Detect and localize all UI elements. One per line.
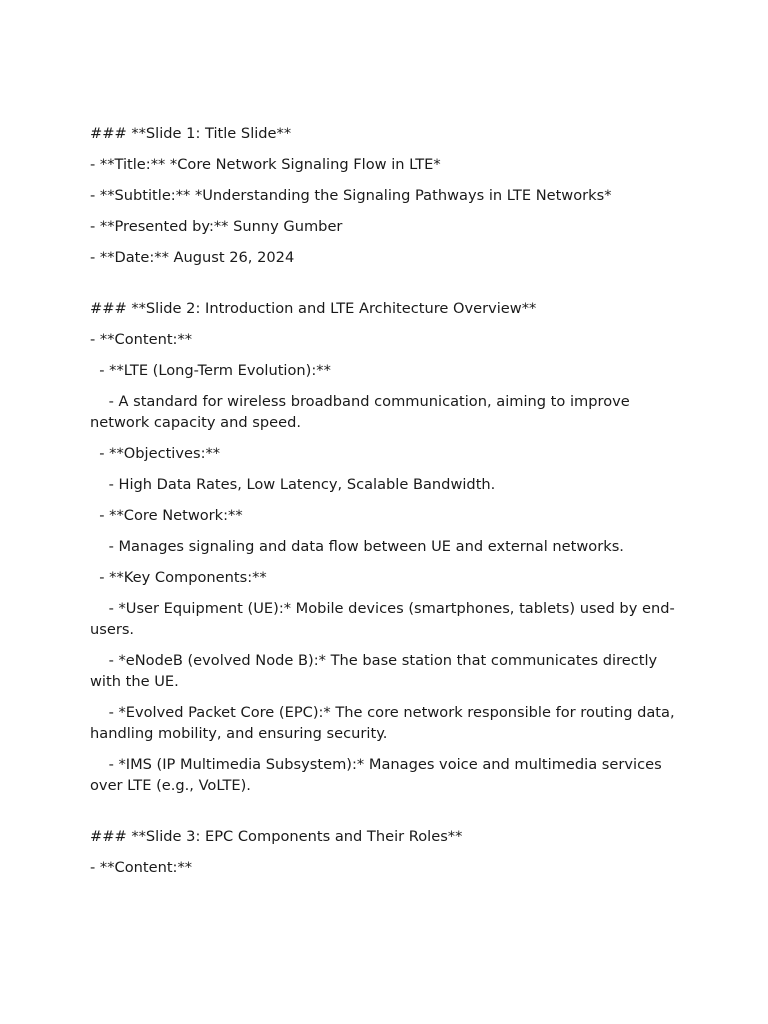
slide2-lte-description: - A standard for wireless broadband communication, aiming to improve network capacity and speed.: [90, 393, 635, 431]
slide1-subtitle-line: - **Subtitle:** *Understanding the Signaling Pathways in LTE Networks*: [90, 187, 612, 204]
slide1-date-line: - **Date:** August 26, 2024: [90, 249, 295, 266]
slide2-heading: ### **Slide 2: Introduction and LTE Architecture Overview**: [90, 300, 537, 317]
slide2-objectives-description: - High Data Rates, Low Latency, Scalable Bandwidth.: [90, 476, 496, 493]
slide1-presenter-line: - **Presented by:** Sunny Gumber: [90, 218, 343, 235]
slide3-content-label: - **Content:**: [90, 859, 193, 876]
slide2-enodeb-item: - *eNodeB (evolved Node B):* The base station that communicates directly with the UE.: [90, 652, 662, 690]
slide3-heading: ### **Slide 3: EPC Components and Their Roles**: [90, 828, 463, 845]
slide2-objectives-label: - **Objectives:**: [90, 445, 221, 462]
slide2-ims-item: - *IMS (IP Multimedia Subsystem):* Manages voice and multimedia services over LTE (e.g., VoLTE).: [90, 756, 667, 794]
section-spacer: [90, 278, 690, 298]
slide2-core-network-label: - **Core Network:**: [90, 507, 243, 524]
document-body: [90, 123, 690, 888]
slide2-key-components-label: - **Key Components:**: [90, 569, 267, 586]
slide1-title-line: - **Title:** *Core Network Signaling Flow in LTE*: [90, 156, 441, 173]
section-spacer: [90, 806, 690, 826]
slide2-content-label: - **Content:**: [90, 331, 193, 348]
slide2-ue-item: - *User Equipment (UE):* Mobile devices (smartphones, tablets) used by end-users.: [90, 600, 675, 638]
slide2-epc-item: - *Evolved Packet Core (EPC):* The core network responsible for routing data, handling mobility, and ensuring security.: [90, 704, 680, 742]
slide2-core-network-description: - Manages signaling and data flow between UE and external networks.: [90, 538, 624, 555]
slide2-lte-label: - **LTE (Long-Term Evolution):**: [90, 362, 331, 379]
slide1-heading: ### **Slide 1: Title Slide**: [90, 125, 292, 142]
